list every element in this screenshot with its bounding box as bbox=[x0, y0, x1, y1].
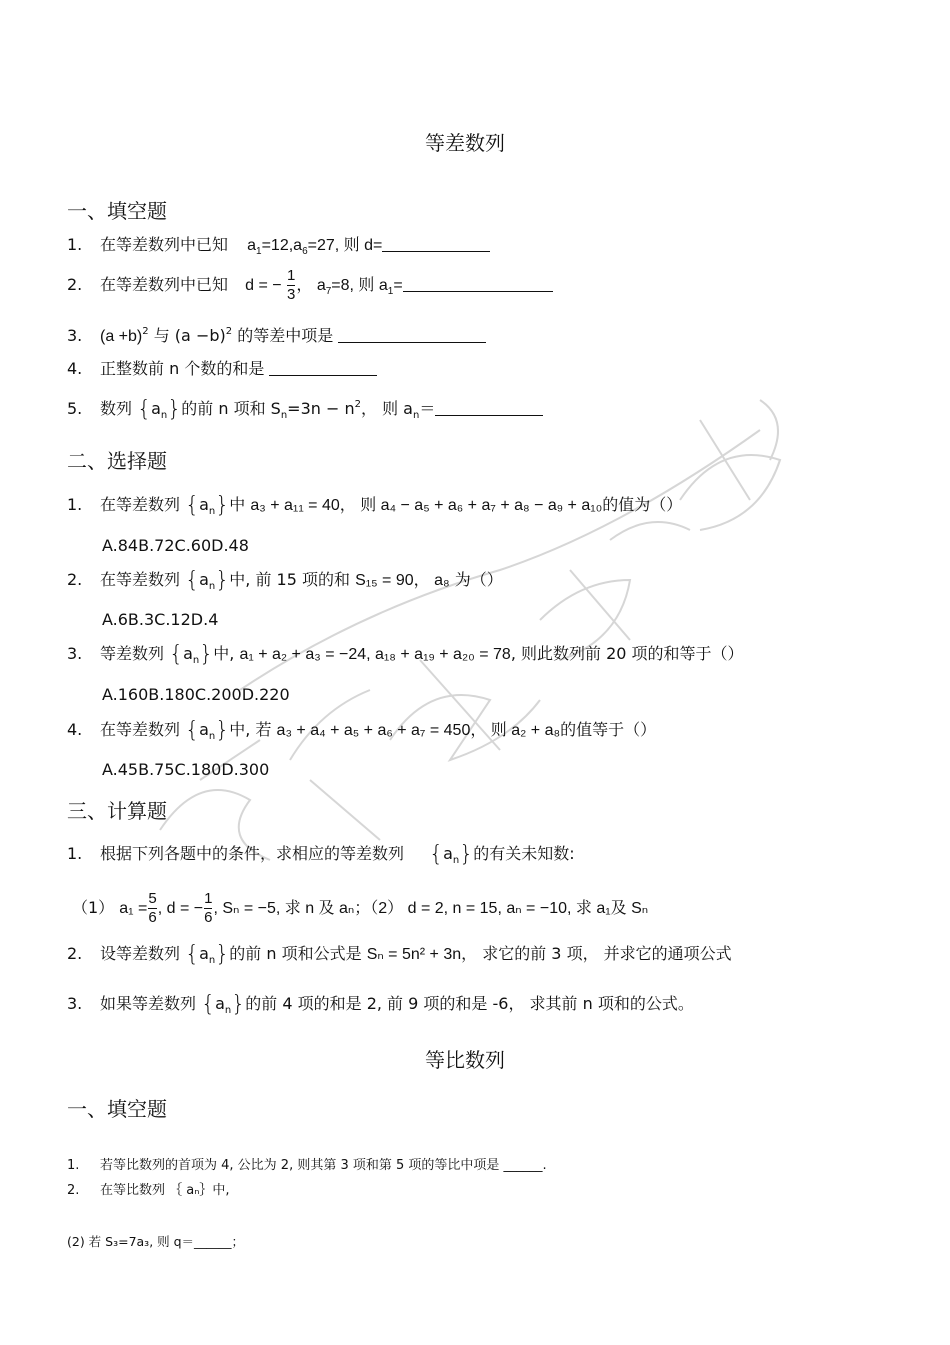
question-choice-2: 2. 在等差数列 $\{a_n\}$中, 前 15 项的和 S₁₅ = 90， a₈ 为（） bbox=[67, 568, 503, 593]
section-fill-blank-1: 一、填空题 bbox=[67, 199, 167, 223]
question-choice-3: 3. 等差数列 $\{a_n\}$中, a₁ + a₂ + a₃ = −24, a₁₈ + a₁₉ + a₂₀ = 78, 则此数列前 20 项的和等于（） bbox=[67, 642, 744, 667]
question-geo-1: 1. 若等比数列的首项为 4, 公比为 2, 则其第 3 项和第 5 项的等比中项是 ______. bbox=[67, 1158, 547, 1173]
watermark-icon bbox=[140, 360, 840, 880]
section-fill-blank-2: 一、填空题 bbox=[67, 1097, 167, 1121]
options-choice-2: A.6B.3C.12D.4 bbox=[102, 610, 219, 629]
question-fill-4: 4. 正整数前 n 个数的和是 bbox=[67, 358, 377, 380]
section-calc: 三、计算题 bbox=[67, 799, 167, 823]
question-choice-4: 4. 在等差数列 $\{a_n\}$中, 若 a₃ + a₄ + a₅ + a₆ + a₇ = 450， 则 a₂ + a₈的值等于（） bbox=[67, 718, 657, 743]
title-geometric: 等比数列 bbox=[425, 1048, 505, 1072]
title-arithmetic: 等差数列 bbox=[425, 131, 505, 155]
options-choice-1: A.84B.72C.60D.48 bbox=[102, 536, 249, 555]
options-choice-3: A.160B.180C.200D.220 bbox=[102, 685, 290, 704]
question-geo-2: 2. 在等比数列 ｛ aₙ｝中, bbox=[67, 1183, 230, 1198]
question-fill-1: 1. 在等差数列中已知 $a_1=12,a_6=27$, 则 d= bbox=[67, 234, 490, 263]
question-calc-3: 3. 如果等差数列 $\{a_n\}$的前 4 项的和是 2, 前 9 项的和是 -6， 求其前 n 项和的公式。 bbox=[67, 992, 694, 1017]
options-choice-4: A.45B.75C.180D.300 bbox=[102, 760, 270, 779]
question-fill-5: 5. 数列 $\{a_n\}$的前 n 项和 $S_n=3n - n^2$， 则 $a_n=$ bbox=[67, 394, 543, 427]
question-calc-1: 1. 根据下列各题中的条件，求相应的等差数列 $\{a_n\}$的有关未知数: bbox=[67, 842, 575, 867]
question-calc-1-parts: （1） a₁ = $\frac{5}{6}$ , d = − $\frac{1}{6}$ , Sₙ = −5, 求 n 及 aₙ；（2） d = 2, n = 15, aₙ = −10, 求 a₁及 Sₙ bbox=[72, 890, 649, 927]
question-choice-1: 1. 在等差数列 $\{a_n\}$中 a₃ + a₁₁ = 40， 则 a₄ − a₅ + a₆ + a₇ + a₈ − a₉ + a₁₀的值为（） bbox=[67, 493, 683, 518]
question-calc-2: 2. 设等差数列 $\{a_n\}$的前 n 项和公式是 Sₙ = 5n² + 3n， 求它的前 3 项， 并求它的通项公式 bbox=[67, 942, 732, 967]
question-geo-2-part2: (2) 若 S₃=7a₃, 则 q＝______； bbox=[67, 1234, 245, 1249]
section-choice: 二、选择题 bbox=[67, 449, 167, 473]
question-fill-3: 3. $(a +b)^2$ 与 $(a -b)^2$ 的等差中项是 bbox=[67, 321, 486, 348]
question-fill-2: 2. 在等差数列中已知 d = − $\frac{1}{3}$ ， $a_7=8$, 则 $a_1=$ bbox=[67, 263, 553, 307]
